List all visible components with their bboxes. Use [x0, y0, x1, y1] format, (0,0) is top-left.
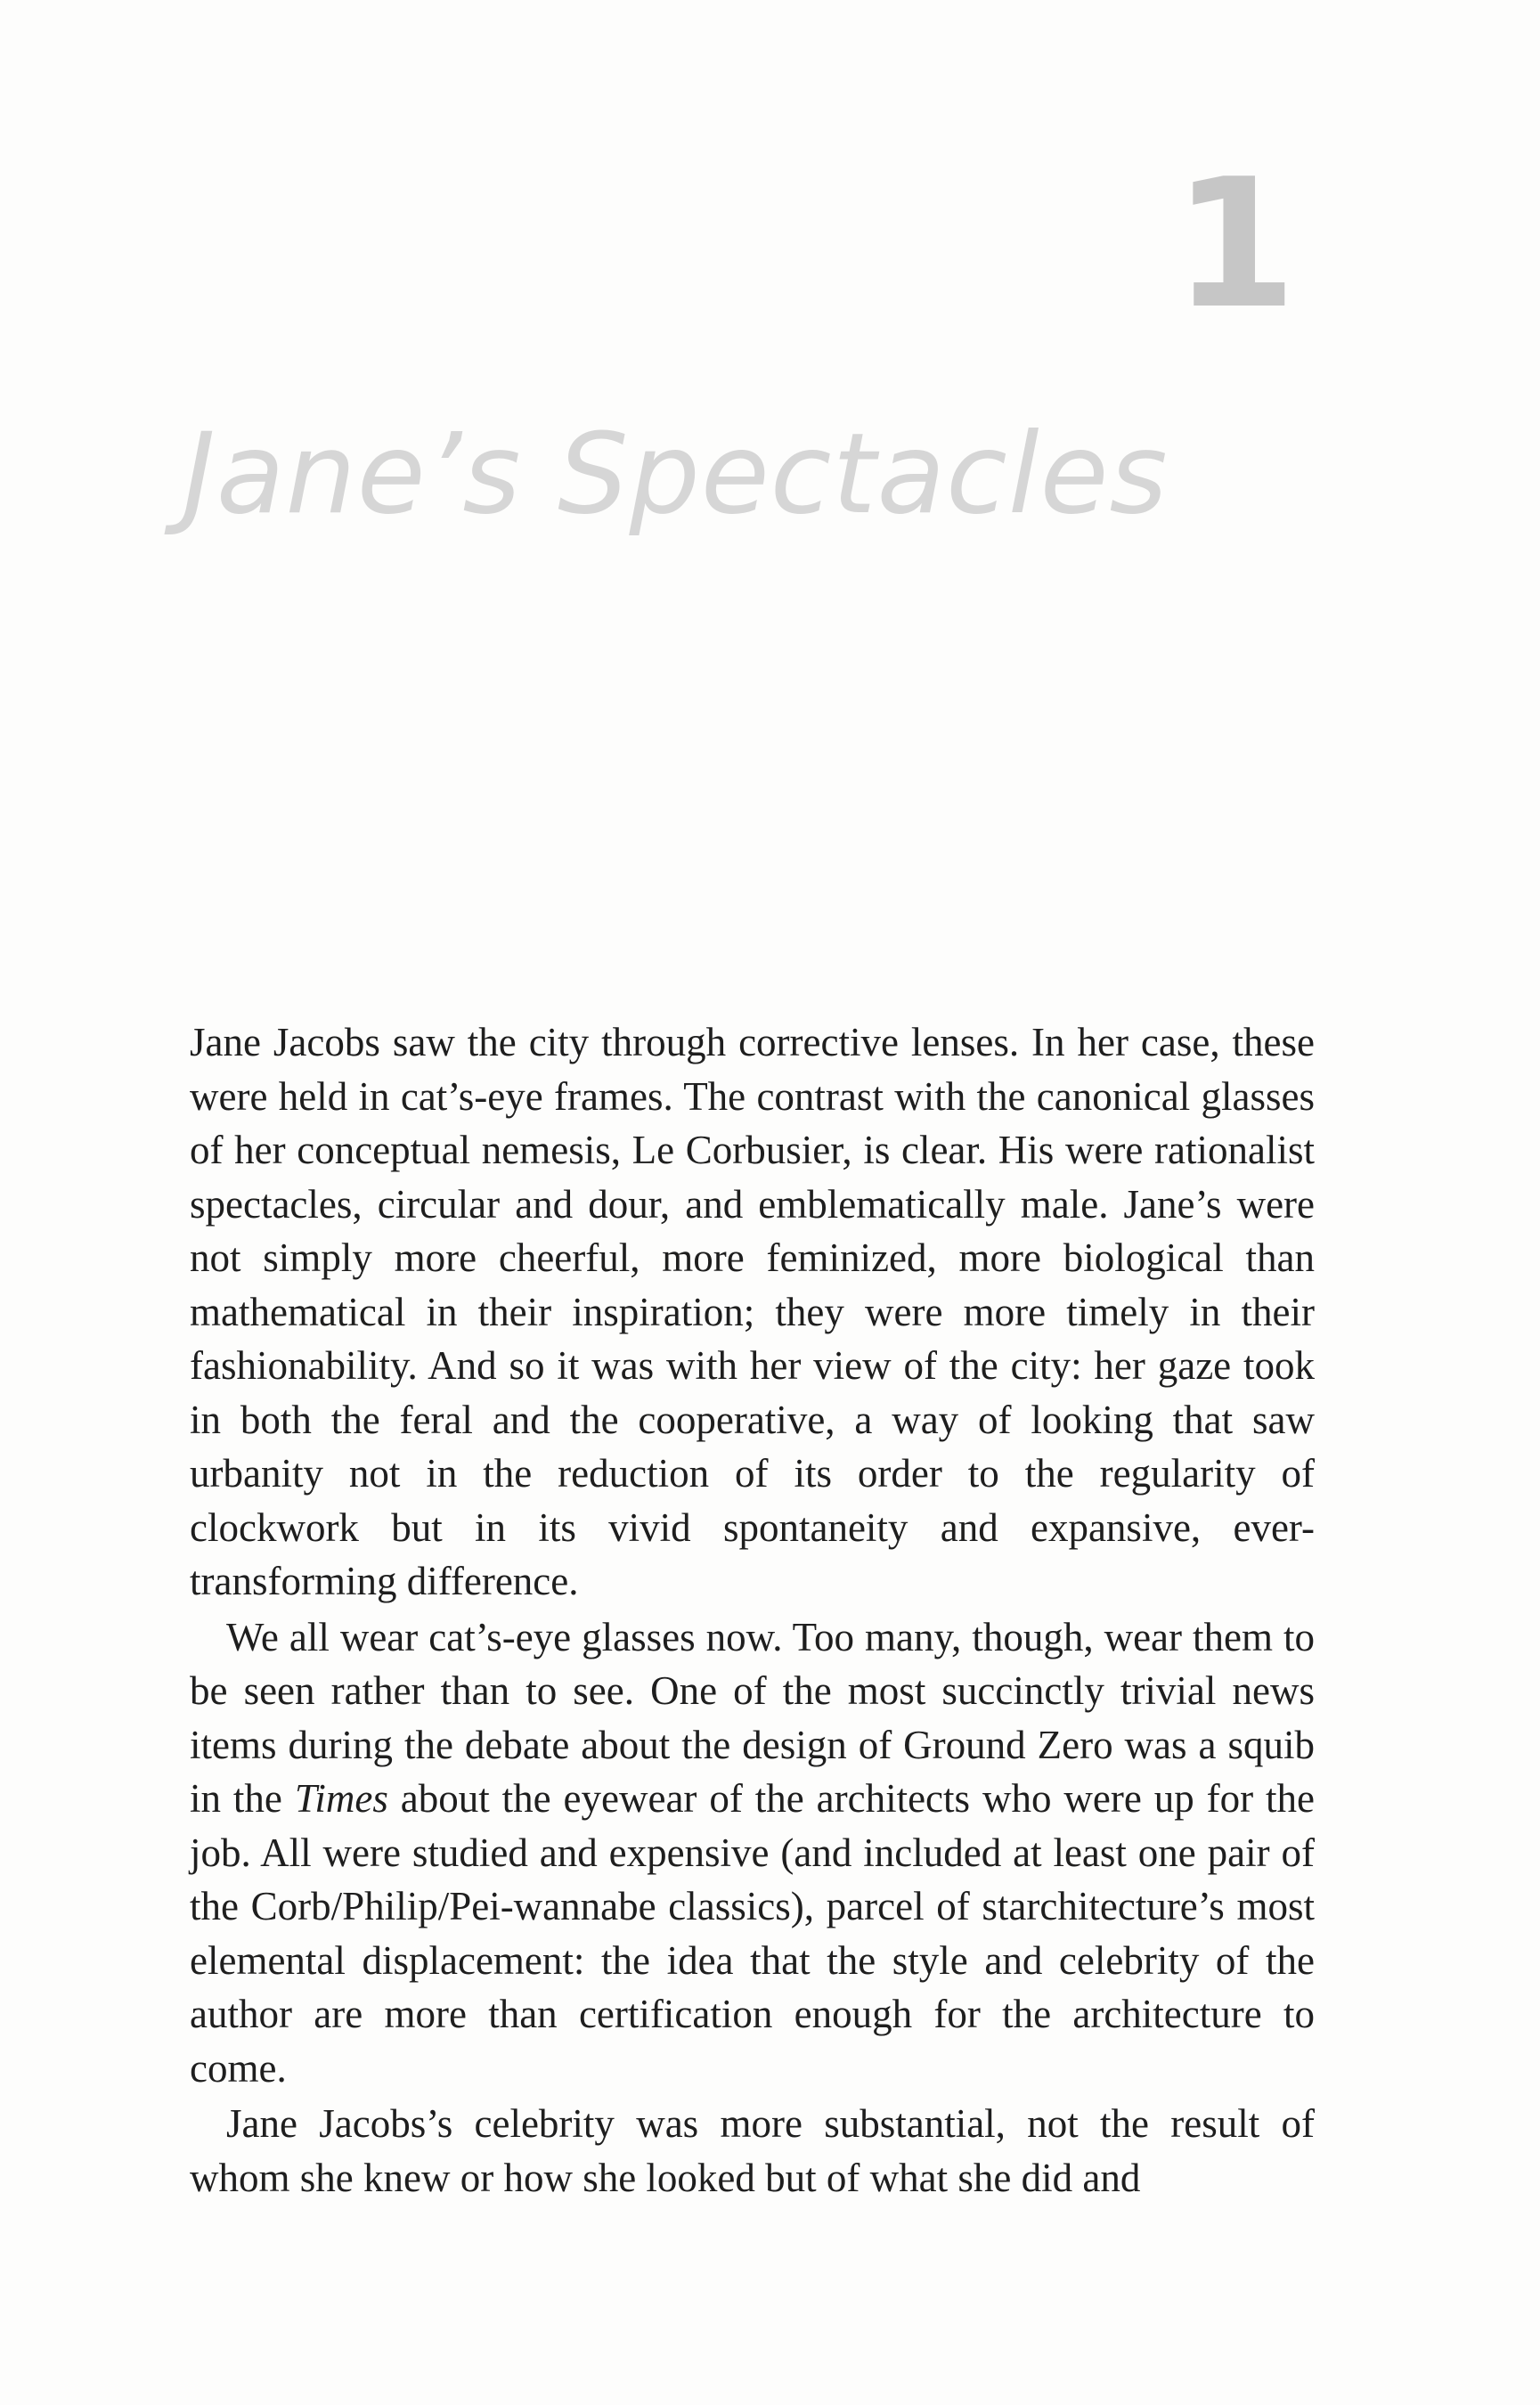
- chapter-title: Jane’s Spectacles: [183, 410, 1169, 539]
- paragraph-1: Jane Jacobs saw the city through corrective lenses. In her case, these were held in cat’s-eye frames. The contrast with the canonical glasses of her conceptual nemesis, Le Corbusier, is clear. His were rationalist spectacles, circular and dour, and emblematically male. Jane’s were not simply more cheerful, more feminized, more biological than mathematical in their inspiration; they were more timely in their fashionability. And so it was with her view of the city: her gaze took in both the feral and the cooperative, a way of looking that saw urbanity not in the reduction of its order to the regularity of clockwork but in its vivid spontaneity and expansive, ever-transforming difference.: [190, 1020, 1315, 1603]
- paragraph-2-part-2: about the eyewear of the architects who were up for the job. All were studied and expensive (and included at least one pair of the Corb/Philip/Pei-wannabe classics), parcel of starchitecture’s most elemental displacement: the idea that the style and celebrity of the author are more than certification enough for the architecture to come.: [190, 1776, 1315, 2091]
- paragraph-2-part-1: We all wear cat’s-eye glasses now. Too many, though, wear them to be seen rather than to see. One of the most succinctly trivial news items during the debate about the design of Ground Zero was a squib in the: [190, 1614, 1315, 1821]
- paragraph-3: Jane Jacobs’s celebrity was more substantial, not the result of whom she knew or how she looked but of what she did and: [190, 2101, 1315, 2200]
- chapter-number: 1: [1172, 141, 1297, 348]
- body-text: [190, 1015, 1315, 2205]
- publication-title: Times: [294, 1776, 388, 1821]
- paragraph-2: [190, 1610, 1315, 2096]
